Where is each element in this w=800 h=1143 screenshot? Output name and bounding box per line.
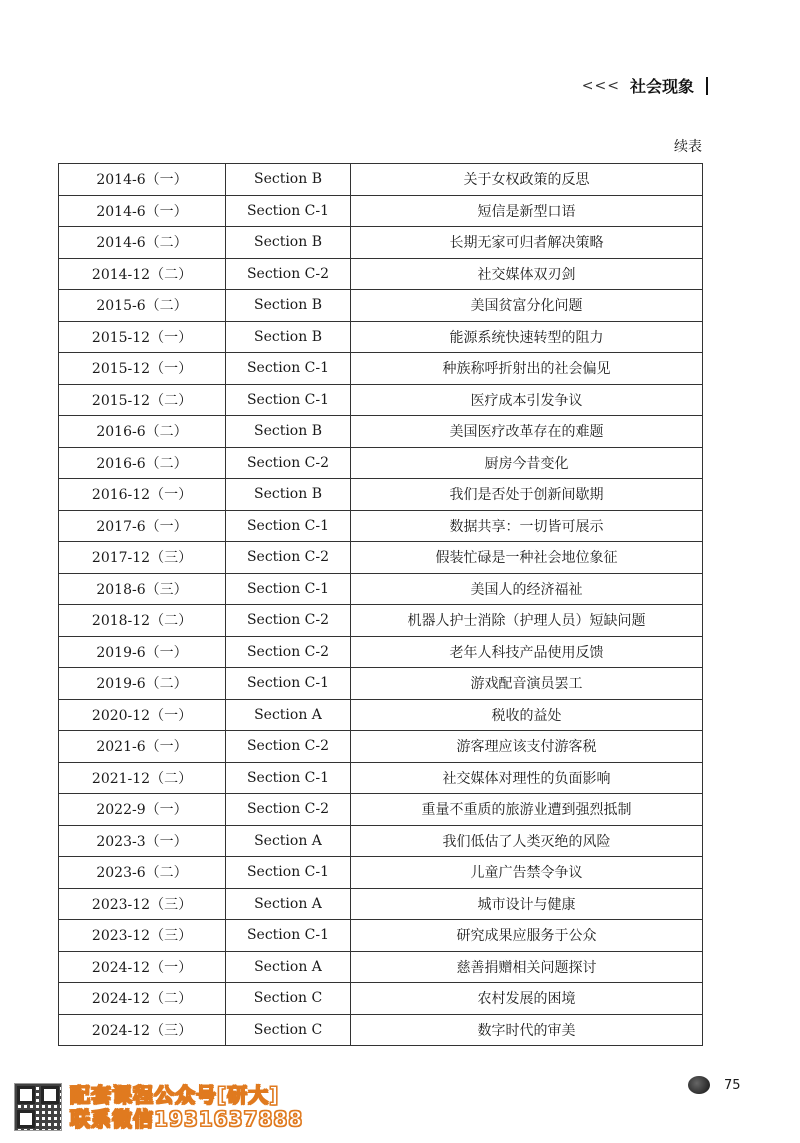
exam-date-cell: 2024-12（二）	[59, 983, 226, 1015]
section-cell: Section C	[226, 983, 351, 1015]
section-cell: Section B	[226, 479, 351, 511]
topic-cell: 医疗成本引发争议	[351, 384, 703, 416]
topic-cell: 数字时代的审美	[351, 1014, 703, 1046]
topic-cell: 儿童广告禁令争议	[351, 857, 703, 889]
topic-cell: 重量不重质的旅游业遭到强烈抵制	[351, 794, 703, 826]
table-row	[59, 825, 703, 857]
section-cell: Section C-1	[226, 510, 351, 542]
section-cell: Section B	[226, 164, 351, 196]
topic-cell: 关于女权政策的反思	[351, 164, 703, 196]
section-cell: Section C-1	[226, 857, 351, 889]
table-row	[59, 888, 703, 920]
section-cell: Section B	[226, 321, 351, 353]
topic-cell: 美国贫富分化问题	[351, 290, 703, 322]
table-row	[59, 605, 703, 637]
running-header	[582, 74, 708, 97]
section-cell: Section B	[226, 290, 351, 322]
topic-cell: 游客理应该支付游客税	[351, 731, 703, 763]
exam-date-cell: 2017-12（三）	[59, 542, 226, 574]
section-cell: Section C-1	[226, 573, 351, 605]
watermark	[14, 1083, 303, 1131]
topic-cell: 城市设计与健康	[351, 888, 703, 920]
topic-cell: 社交媒体双刃剑	[351, 258, 703, 290]
exam-date-cell: 2019-6（一）	[59, 636, 226, 668]
table-row	[59, 762, 703, 794]
topic-cell: 种族称呼折射出的社会偏见	[351, 353, 703, 385]
continued-label: 续表	[674, 139, 702, 155]
table-row	[59, 227, 703, 259]
exam-date-cell: 2014-6（一）	[59, 195, 226, 227]
exam-date-cell: 2015-12（二）	[59, 384, 226, 416]
topic-cell: 短信是新型口语	[351, 195, 703, 227]
exam-date-cell: 2015-12（一）	[59, 321, 226, 353]
topics-table	[58, 163, 703, 1046]
section-cell: Section B	[226, 227, 351, 259]
section-cell: Section C-2	[226, 447, 351, 479]
exam-date-cell: 2018-6（三）	[59, 573, 226, 605]
watermark-line-2: 联系微信1931637888	[70, 1107, 304, 1131]
topic-cell: 我们是否处于创新间歇期	[351, 479, 703, 511]
page-footer	[688, 1076, 741, 1094]
exam-date-cell: 2014-6（二）	[59, 227, 226, 259]
table-row	[59, 636, 703, 668]
table-row	[59, 983, 703, 1015]
topic-cell: 厨房今昔变化	[351, 447, 703, 479]
section-cell: Section A	[226, 825, 351, 857]
table-row	[59, 542, 703, 574]
section-cell: Section A	[226, 951, 351, 983]
section-cell: Section C-1	[226, 920, 351, 952]
section-cell: Section C-1	[226, 762, 351, 794]
exam-date-cell: 2023-3（一）	[59, 825, 226, 857]
topic-cell: 机器人护士消除（护理人员）短缺问题	[351, 605, 703, 637]
table-row	[59, 731, 703, 763]
section-cell: Section C-2	[226, 605, 351, 637]
exam-date-cell: 2016-12（一）	[59, 479, 226, 511]
exam-date-cell: 2019-6（二）	[59, 668, 226, 700]
topic-cell: 老年人科技产品使用反馈	[351, 636, 703, 668]
exam-date-cell: 2014-12（二）	[59, 258, 226, 290]
exam-date-cell: 2024-12（三）	[59, 1014, 226, 1046]
section-cell: Section C-2	[226, 731, 351, 763]
section-cell: Section C-2	[226, 258, 351, 290]
header-arrows: <<<	[581, 77, 620, 94]
topic-cell: 美国医疗改革存在的难题	[351, 416, 703, 448]
table-row	[59, 1014, 703, 1046]
topic-cell: 数据共享：一切皆可展示	[351, 510, 703, 542]
topic-cell: 我们低估了人类灭绝的风险	[351, 825, 703, 857]
table-row	[59, 290, 703, 322]
table-row	[59, 510, 703, 542]
topic-cell: 假装忙碌是一种社会地位象征	[351, 542, 703, 574]
section-cell: Section C-2	[226, 636, 351, 668]
section-cell: Section C-1	[226, 353, 351, 385]
table-row	[59, 384, 703, 416]
section-cell: Section C-1	[226, 668, 351, 700]
section-cell: Section A	[226, 888, 351, 920]
table-row	[59, 416, 703, 448]
exam-date-cell: 2016-6（二）	[59, 447, 226, 479]
exam-date-cell: 2014-6（一）	[59, 164, 226, 196]
topic-cell: 社交媒体对理性的负面影响	[351, 762, 703, 794]
section-cell: Section C	[226, 1014, 351, 1046]
topic-cell: 农村发展的困境	[351, 983, 703, 1015]
table-row	[59, 857, 703, 889]
section-cell: Section A	[226, 699, 351, 731]
section-cell: Section C-1	[226, 195, 351, 227]
table-row	[59, 164, 703, 196]
exam-date-cell: 2023-12（三）	[59, 920, 226, 952]
topic-cell: 慈善捐赠相关问题探讨	[351, 951, 703, 983]
exam-date-cell: 2020-12（一）	[59, 699, 226, 731]
table-row	[59, 258, 703, 290]
section-title: 社会现象	[629, 77, 694, 96]
exam-date-cell: 2024-12（一）	[59, 951, 226, 983]
exam-date-cell: 2021-6（一）	[59, 731, 226, 763]
exam-date-cell: 2023-6（二）	[59, 857, 226, 889]
watermark-line-1: 配套课程公众号[研大]	[70, 1083, 280, 1107]
section-cell: Section C-1	[226, 384, 351, 416]
exam-date-cell: 2015-12（一）	[59, 353, 226, 385]
exam-date-cell: 2023-12（三）	[59, 888, 226, 920]
section-cell: Section B	[226, 416, 351, 448]
header-divider	[706, 77, 708, 95]
qr-code	[14, 1083, 62, 1131]
topic-cell: 美国人的经济福祉	[351, 573, 703, 605]
exam-date-cell: 2015-6（二）	[59, 290, 226, 322]
table-row	[59, 447, 703, 479]
section-cell: Section C-2	[226, 794, 351, 826]
exam-date-cell: 2016-6（二）	[59, 416, 226, 448]
table-row	[59, 353, 703, 385]
exam-date-cell: 2018-12（二）	[59, 605, 226, 637]
page-number: 75	[724, 1077, 741, 1093]
table-row	[59, 668, 703, 700]
page-disc-icon	[688, 1076, 710, 1094]
exam-date-cell: 2022-9（一）	[59, 794, 226, 826]
topic-cell: 能源系统快速转型的阻力	[351, 321, 703, 353]
topic-cell: 研究成果应服务于公众	[351, 920, 703, 952]
table-row	[59, 794, 703, 826]
topic-cell: 游戏配音演员罢工	[351, 668, 703, 700]
exam-date-cell: 2017-6（一）	[59, 510, 226, 542]
table-row	[59, 195, 703, 227]
table-row	[59, 920, 703, 952]
topic-cell: 税收的益处	[351, 699, 703, 731]
table-row	[59, 573, 703, 605]
exam-date-cell: 2021-12（二）	[59, 762, 226, 794]
table-row	[59, 479, 703, 511]
table-row	[59, 951, 703, 983]
topic-cell: 长期无家可归者解决策略	[351, 227, 703, 259]
section-cell: Section C-2	[226, 542, 351, 574]
table-row	[59, 321, 703, 353]
table-row	[59, 699, 703, 731]
